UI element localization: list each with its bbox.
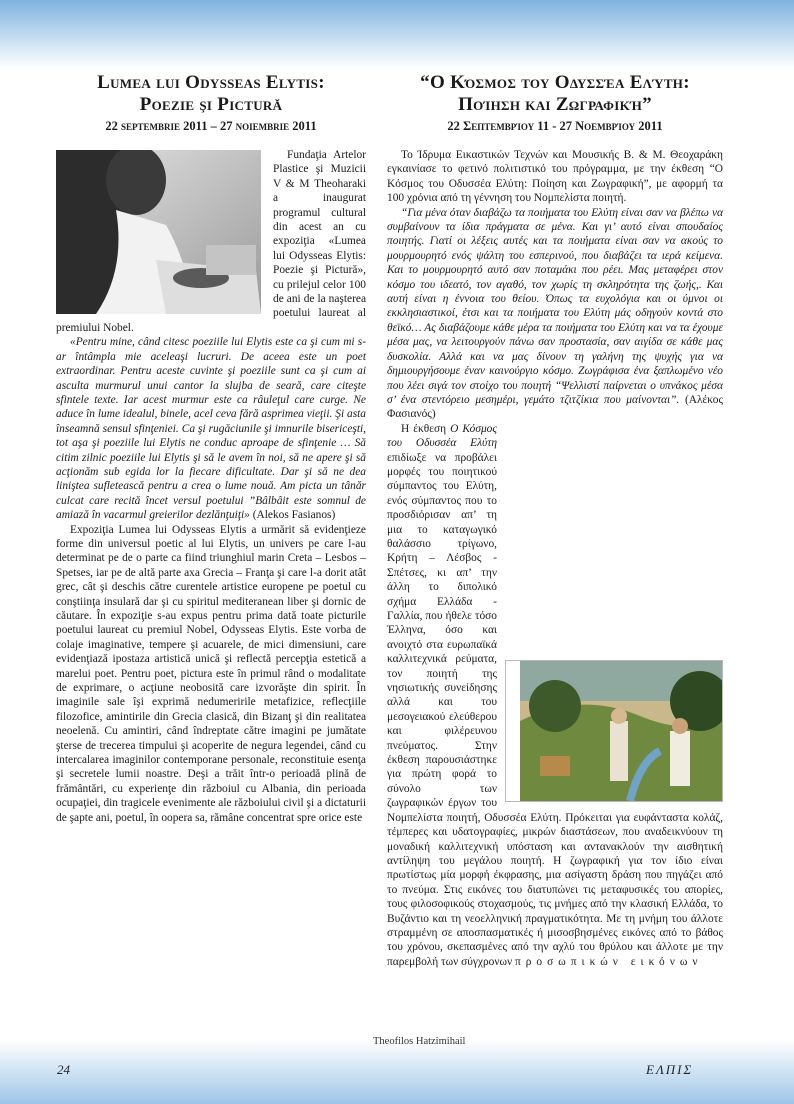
page-number: 24 <box>57 1062 70 1077</box>
romanian-paragraph-1: Fundaţia Artelor Plastice şi Muzicii V & M Theoharaki a inaugurat programul cultural din acest an cu expoziţia «Lumea lui Odysseas Elytis: Poezie şi Pictură», cu prilejul celor 100 de ani de la naşterea poetului laureat al premiului Nobel. <box>56 149 366 334</box>
greek-exhibition-title: Ο Κόσμος του Οδυσσέα Ελύτη <box>387 422 497 450</box>
romanian-quote-author: (Alekos Fasianos) <box>249 509 336 522</box>
romanian-paragraph-3: Expoziţia Lumea lui Odysseas Elytis a urmărit să evidenţieze forme din universul poetic al lui Elytis, un univers pe care l-au determinat pe de o parte ca fiind triunghiul marin Creta – Lesbos – Spetses, iar pe de altă parte axa Grecia – Franţa şi care l-a dorit atât grec, cât şi deschis către curentele artistice europene pe poetul cu conştiinţa insulară dar şi cu spiritul mediteranean liber şi dornic de căutare. În expoziţie s-au expus pentru prima dată toate picturile poetului laureat cu premiul Nobel, Odysseas Elytis. Este vorba de colaje imaginative, tempere şi acuarele, de mici dimensiuni, care evidenţiază ipostaza artistică unică şi reflectă percepţia estetică a marelui poet. Pentru poet, pictura este în primul rând o modalitate de exprimare, o acţiune neobosită care izvorăşte din spirit. În imaginile sale îşi exprimă nedumeririle metafizice, reflecţiile filozofice, amintirile din Grecia clasică, din Bizanţ şi din realitatea neoelenă. Cu amintiri, când îndreptate către imagini pe jumătate şterse de trecerea timpului şi acoperite de negura legendei, când cu intercalarea imaginilor contemporane personale, reconstituie esenţa şi secretele lumii noastre. Deşi a trăit într-o perioadă plină de frământări, cu experienţe din războiul cu Albania, din perioada ocupaţiei, din tragicele evenimente ale războiului civil şi a dictaturii de şapte ani, poetul, în oopera sa, rămâne concentrat spre orice este <box>56 523 366 824</box>
romanian-dates: 22 septembrie 2011 – 27 noiembrie 2011 <box>105 119 317 133</box>
header-gradient-band <box>0 0 794 70</box>
greek-title-line2: Ποίηση και Ζωγραφική” <box>458 94 652 115</box>
greek-title-line1: “Ο Κόσμος του Οδυσσέα Ελύτη: <box>420 72 690 93</box>
magazine-name: ΕΛΠΙΣ <box>646 1062 694 1077</box>
greek-article <box>387 72 723 969</box>
romanian-title <box>56 72 366 116</box>
greek-title <box>387 72 723 116</box>
greek-dates: 22 Σεπτεμβρίου 11 - 27 Νοεμβρίου 2011 <box>447 119 663 133</box>
romanian-title-line2: Poezie şi Pictură <box>139 94 283 115</box>
greek-spaced-words: προσωπικών εικόνων <box>515 955 703 968</box>
greek-paragraph-1: Το Ίδρυμα Εικαστικών Τεχνών και Μουσικής Β. & Μ. Θεοχαράκη εγκαινίασε το φετινό πολιτιστικό του πρόγραμμα, με την έκθεση “Ο Κόσμος του Οδυσσέα Ελύτη: Ποίηση και Ζωγραφική”, με αφορμή τα 100 χρόνια από τη γέννηση του Νομπελίστα ποιητή. <box>387 149 723 205</box>
greek-paragraph-3: Η έκθεση Ο Κόσμος του Οδυσσέα Ελύτη επιδίωξε να προβάλει μορφές του ποιητικού σύμπαντος του Ελύτη, ενός σύμπαντος που το προσδιόρισαν απ’ τη μια το καταγωγικό θαλάσσιο τρίγωνο, Κρήτη – Λέσβος - Σπέτσες, κι απ’ την άλλη το διπολικό σχήμα Ελλάδα - Γαλλία, που ήθελε τόσο Έλληνα, όσο και ανοιχτό στα ευρωπαϊκά καλλιτεχνικά ρεύματα, τον ποιητή της νησιωτικής συνείδησης αλλά και του μεσογειακού ελεύθερου και φιλέρευνου πνεύματος. Στην έκθεση παρουσιάστηκε για πρώτη φορά το σύνολο των ζωγραφικών έργων του Νομπελίστα ποιητή, Οδυσσέα Ελύτη. Πρόκειται για ευφάνταστα κολάζ, τέμπερες και υδατογραφίες, μικρών διαστάσεων, που αναδεικνύουν τη μοναδική καλλιτεχνική υπόσταση και αντανακλούν την αισθητική αντίληψη του μεγάλου ποιητή. Η ζωγραφική για τον ίδιο είναι πρωτίστως μία μορφή έκφρασης, μια ασίγαστη δράση που πηγάζει από το πνεύμα. Στις εικόνες του διατυπώνει τις μεταφυσικές του απορίες, τους φιλοσοφικούς στοχασμούς, τις μνήμες από την κλασική Ελλάδα, το Βυζάντιο και τη νεοελληνική πραγματικότητα. Με τη μνήμη του άλλοτε στραμμένη σε αποσπασματικές ή μισοσβησμένες εικόνες από το βάθος του χρόνου, σκεπασμένες από την αχλύ του θρύλου και άλλοτε με την παρεμβολή των σύγχρονων προσωπικών εικόνων <box>387 422 723 969</box>
romanian-title-line1: Lumea lui Odysseas Elytis: <box>97 72 325 93</box>
theofilos-painting <box>505 660 723 802</box>
romanian-paragraph-2: «Pentru mine, când citesc poeziile lui Elytis este ca şi cum mi s-ar întâmpla mie aceleaşi lucruri. De aceea este un poet extraordinar. Pentru aceste cuvinte şi poeziile sunt ca şi cum ai asculta murmurul unui cantor la slujba de seară, care citeşte sfintele texte. Iar acest murmur este ca râuleţul care curge. Ne aduce în lume idealul, binele, acel ceva fără asprimea vieţii. Şi asta înseamnă sensul sfinţeniei. Ca şi rugăciunile şi imnurile bisericeşti, tot aşa şi poeziile lui Elytis ne conduc aproape de sfinţenie … Să citim zilnic poeziile lui Elytis şi să le avem în noi, să ne apere şi să acţionăm sub egida lor la fiecare dificultate. Dar şi să ne dea liniştea sufletească pentru a crea o lume nouă. Am picta un tânăr culcat care recită încet versul poetului ”Bâlbâit este somnul de amiază în vacarmul greierilor dezlănţuiţi» (Alekos Fasianos) <box>56 336 366 522</box>
greek-quote-author: (Αλέκος Φασιανός) <box>387 393 723 421</box>
painting-caption: Theofilos Hatzimihail <box>373 1036 466 1047</box>
elytis-portrait-photo <box>56 150 261 314</box>
romanian-article <box>56 72 366 825</box>
greek-paragraph-2: “Για μένα όταν διαβάζω τα ποιήματα του Ελύτη είναι σαν να βλέπω να συμβαίνουν τα ίδια πράγματα σε μένα. Και γι’ αυτό είναι σπουδαίος ποιητής. Γιατί οι λέξεις αυτές και τα ποιήματα είναι σαν να ακούς το μουρμουρητό ενός ψάλτη του εσπερινού, που διαβάζει τα ιερά κείμενα. Και το μουρμουρητό αυτό σαν ποταμάκι που ρέει. Μας μεταφέρει στον κόσμο του ιδεατό, τον αγαθό, τον χωρίς τη σκληρότητα της ζωής,. Και αυτή είναι η έννοια του θείου. Όπως τα ευχολόγια και οι ύμνοι οι εκκλησιαστικοί, έτσι και τα ποιήματα του Ελύτη μάς οδηγούν κοντά στο θεϊκό… Ας διαβάζουμε κάθε μέρα τα ποιήματα του Ελύτη και να τα έχουμε μέσα μας, να λειτουργούν πάνω σαν προστασία, σαν αιγίδα σε κάθε μας δυσκολία. Αλλά και να μας δίνουν τη γαλήνη της ψυχής για να δημιουργήσουμε έναν καινούργιο κόσμο. Ζωγράφισα ένα ξαπλωμένο νέο που λέει σιγά τον στοίχο του ποιητή “Ψελλιστί παίρνεται ο υπνάκος μέσα σ’ ένα στεντόρειο μεσημέρι, γεμάτο τζιτζίκια που μαίνονται”. (Αλέκος Φασιανός) <box>387 206 723 421</box>
